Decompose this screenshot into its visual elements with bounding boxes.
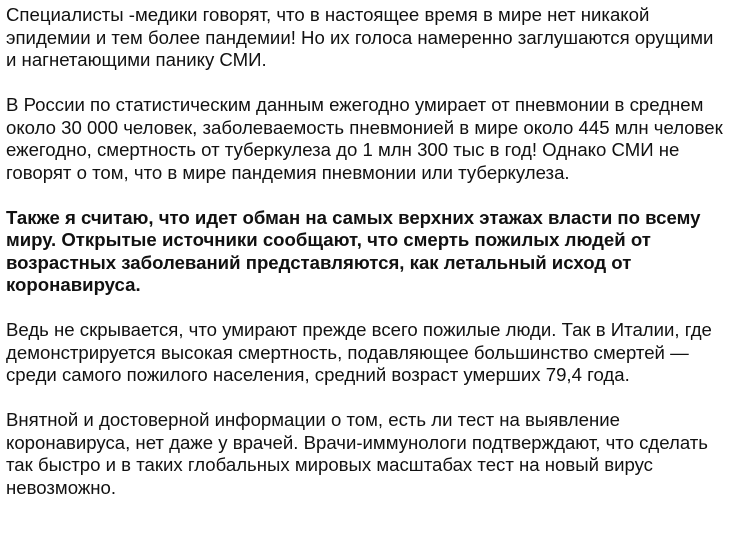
paragraph-1: Специалисты -медики говорят, что в настоящее время в мире нет никакой эпидемии и тем более пандемии! Но их голоса намеренно заглушаются орущими и нагнетающими панику СМИ. [6,4,714,70]
paragraph-2: В России по статистическим данным ежегодно умирает от пневмонии в среднем около 30 000 человек, заболеваемость пневмонией в мире около 445 млн человек ежегодно, смертность от туберкулеза до 1 млн 300 тыс в год! Однако СМИ не говорят о том, что в мире пандемия пневмонии или туберкулеза. [6,94,723,183]
paragraph-3-bold: Также я считаю, что идет обман на самых верхних этажах власти по всему миру. Открытые источники сообщают, что смерть пожилых людей от возрастных заболеваний представляются, как летальный исход от коронавируса. [6,206,701,295]
article-body [6,4,728,499]
paragraph-4: Ведь не скрывается, что умирают прежде всего пожилые люди. Так в Италии, где демонстрируется высокая смертность, подавляющее большинство смертей — среди самого пожилого населения, средний возраст умерших 79,4 года. [6,319,712,385]
paragraph-5: Внятной и достоверной информации о том, есть ли тест на выявление коронавируса, нет даже у врачей. Врачи-иммунологи подтверждают, что сделать так быстро и в таких глобальных мировых масштабах тест на новый вирус невозможно. [6,409,708,498]
